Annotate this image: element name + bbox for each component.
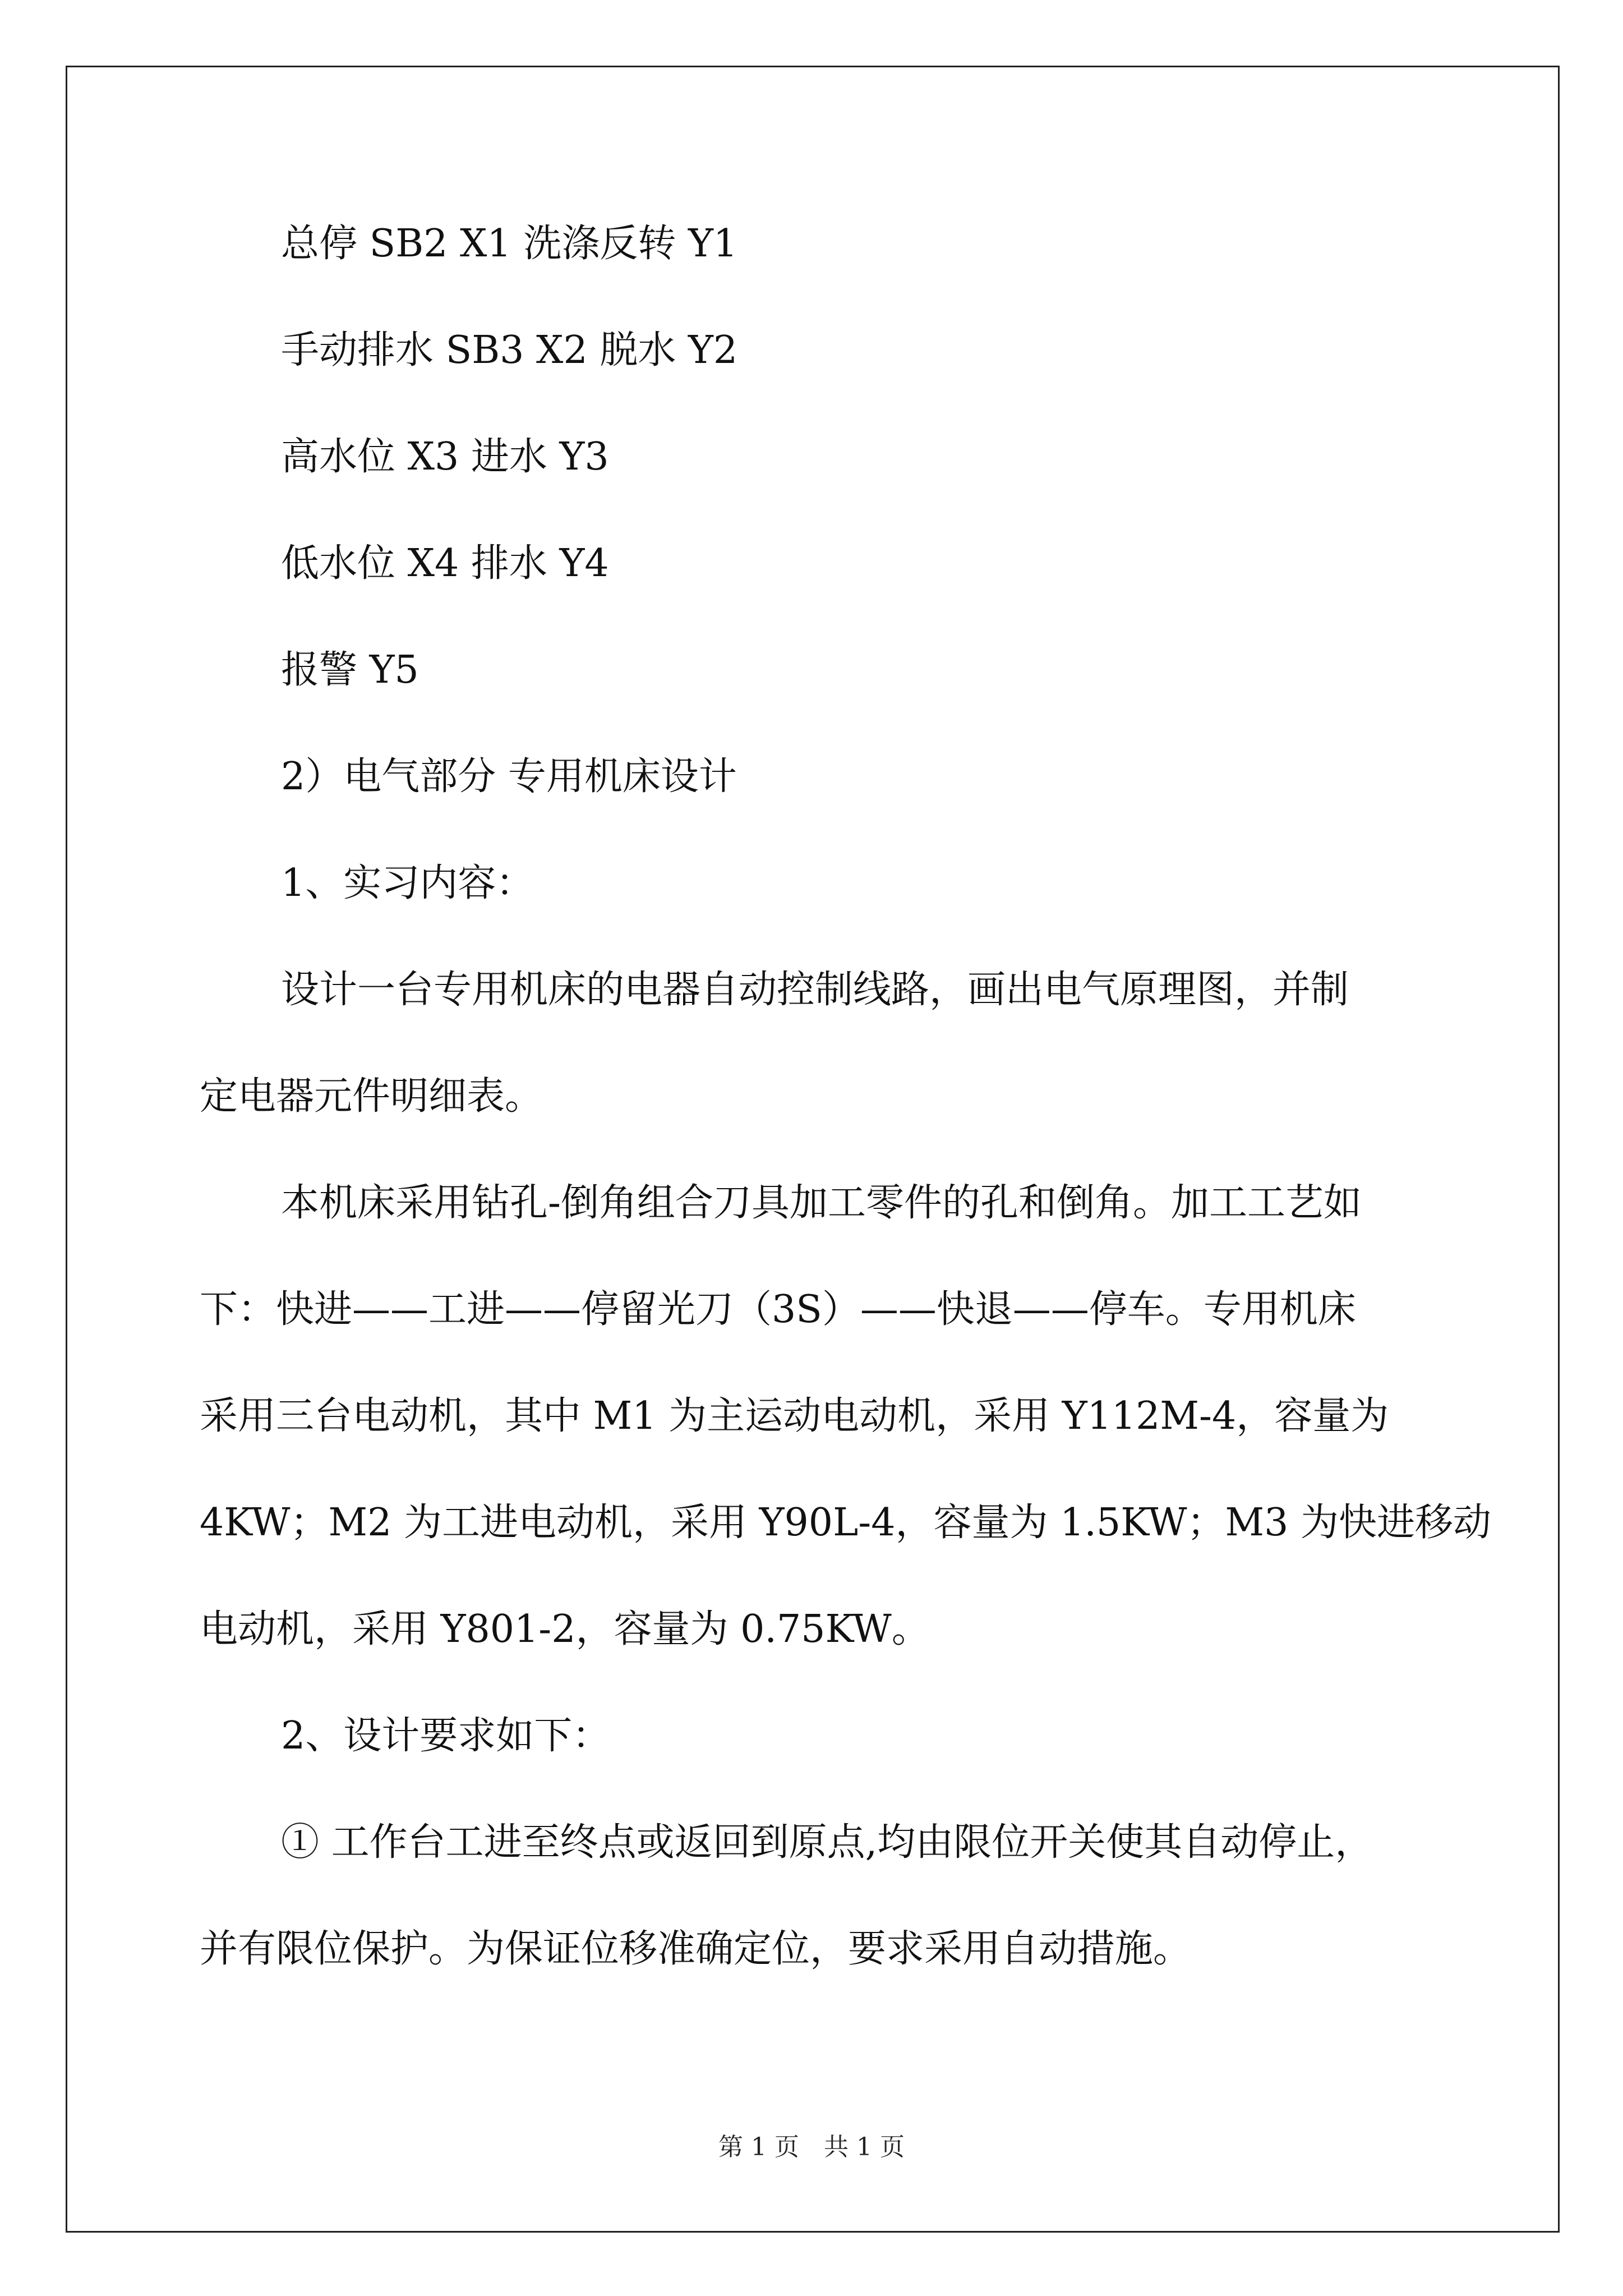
paragraph-line: 电动机，采用 Y801-2，容量为 0.75KW。 [200, 1607, 930, 1651]
section-heading: 2、设计要求如下： [281, 1714, 611, 1758]
text-line: 低水位 X4 排水 Y4 [281, 541, 609, 586]
paragraph-line: ① 工作台工进至终点或返回到原点,均由限位开关使其自动停止， [281, 1820, 1373, 1865]
text-line: 报警 Y5 [281, 648, 419, 692]
paragraph-line: 4KW；M2 为工进电动机，采用 Y90L-4，容量为 1.5KW；M3 为快进移动 [200, 1501, 1492, 1545]
section-heading: 2）电气部分 专用机床设计 [281, 754, 737, 799]
section-heading: 1、实习内容： [281, 861, 534, 905]
paragraph-line: 下：快进——工进——停留光刀（3S）——快退——停车。专用机床 [200, 1287, 1356, 1332]
paragraph-line: 采用三台电动机，其中 M1 为主运动电动机，采用 Y112M-4，容量为 [200, 1394, 1389, 1438]
page-border [66, 66, 1560, 2233]
page-number: 第 1 页 共 1 页 [718, 2133, 905, 2161]
text-line: 手动排水 SB3 X2 脱水 Y2 [281, 328, 738, 372]
paragraph-line: 设计一台专用机床的电器自动控制线路，画出电气原理图，并制 [281, 968, 1349, 1012]
text-line: 高水位 X3 进水 Y3 [281, 435, 609, 479]
text-line: 总停 SB2 X1 洗涤反转 Y1 [281, 222, 738, 266]
paragraph-line: 定电器元件明细表。 [200, 1074, 543, 1119]
paragraph-line: 本机床采用钻孔-倒角组合刀具加工零件的孔和倒角。加工工艺如 [281, 1181, 1362, 1225]
paragraph-line: 并有限位保护。为保证位移准确定位，要求采用自动措施。 [200, 1927, 1192, 1971]
